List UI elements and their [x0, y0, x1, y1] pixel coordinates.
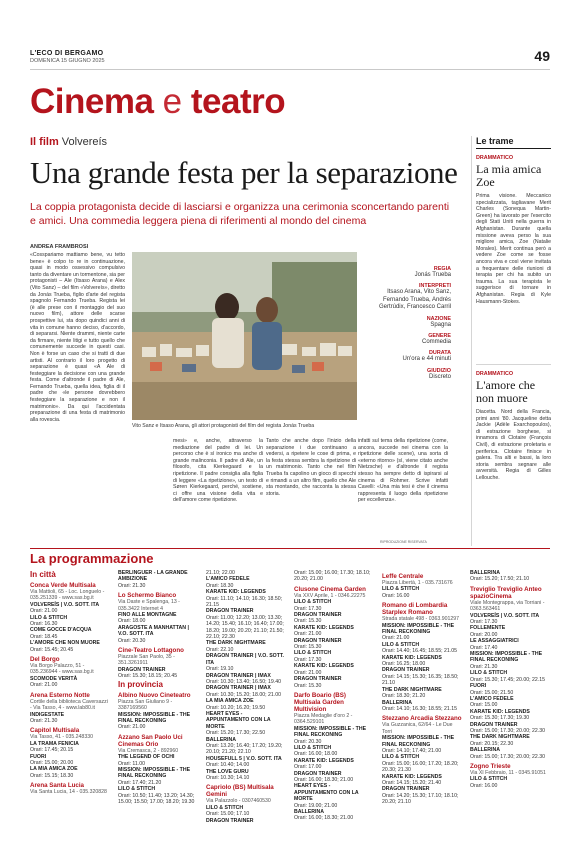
listings-column-5	[382, 570, 462, 842]
film-title: BALLERINA	[294, 809, 324, 815]
cinema-name: Treviglio Treviglio Anteo spazioCinema	[470, 585, 542, 600]
film-title: DRAGON TRAINER	[294, 612, 342, 619]
showtimes: Orari: 15.30	[294, 682, 322, 689]
film-title: VOLVEREÍS | V.O. SOTT. ITA	[470, 612, 540, 619]
cinema-address: Via XXV Aprile, 1 - 0346.22275	[294, 592, 366, 599]
showtimes: Orari: 15.00; 16.00; 17.30; 18.10; 20.20; 21.00	[294, 570, 371, 583]
showtimes: Orari: 21.00	[30, 682, 58, 689]
showtimes: Orari: 17.45; 20.15	[30, 747, 74, 754]
listing-region: In città	[30, 570, 56, 579]
cinema-address: Viale Montegrappa, via Torriani - 0363.563461	[470, 599, 545, 613]
showtimes: Orari: 15.30; 17.45; 20.00; 22.15	[470, 676, 545, 683]
cinema-name: Capriolo (BS) Multisala Gemini	[206, 784, 274, 799]
film-title: LILO & STITCH	[382, 641, 420, 648]
credit-label: GENERE	[428, 333, 451, 340]
showtimes: Orari: 17.30	[470, 619, 498, 626]
film-title: LILO & STITCH	[294, 599, 332, 606]
film-title: KARATE KID: LEGENDS	[294, 757, 354, 764]
film-title: DRAGON TRAINER | V.O. SOTT. ITA	[206, 653, 284, 666]
showtimes: 21.10; 22.00	[206, 570, 235, 576]
film-title: FOLLEMENTE	[470, 625, 506, 632]
showtimes: Orari: 11.10; 14.10; 16.30; 18.50; 21.15	[206, 595, 283, 609]
showtimes: Orari: 11.00	[118, 760, 146, 767]
film-title: KARATE KID: LEGENDS	[294, 663, 354, 670]
film-title: KARATE KID: LEGENDS	[382, 773, 442, 780]
article-column-3: Tanto che anche dopo l'inizio della separazione i due continuano a vedersi, a ripetere le cose di prima, e la festa stessa sembra la ripetizione di un matrimonio. Tanto che nel film Trueba fa capolino un gioco di specchi e rimandi a un altro film, quello che Ale sta montando, che racconta la stessa storia.	[266, 438, 356, 497]
cinema-address: Piazzale San Paolo, 35 - 351.3261911	[118, 654, 175, 667]
cinema-name: Romano di Lombardia Starplex Romano	[382, 602, 448, 617]
film-title: L'AMICO FEDELE	[470, 695, 514, 702]
credit-value: Discreto	[428, 373, 451, 380]
cinema-name: Stezzano Arcadia Stezzano	[382, 715, 462, 723]
listings-column-3	[206, 570, 286, 842]
credit-value: Un'ora e 44 minuti	[402, 356, 451, 363]
credit-label: GIUDIZIO	[427, 367, 451, 374]
credit-label: DURATA	[429, 350, 451, 357]
cinema-address: Piazza San Giuliano 9 - 3387169560	[118, 698, 173, 712]
film-title: MISSION: IMPOSSIBLE - THE FINAL RECKONING	[382, 622, 455, 636]
film-title: DRAGON TRAINER	[118, 666, 166, 673]
film-title: BALLERINA	[470, 747, 500, 754]
cinema-name: Conca Verde Multisala	[30, 582, 96, 589]
film-title: KARATE KID: LEGENDS	[294, 624, 354, 631]
listings-column-4	[294, 570, 374, 842]
film-title: COME GOCCE D'ACQUA	[30, 627, 92, 634]
film-title: THE LOVE GURU	[206, 768, 249, 775]
cinema-address: Via Cremasca, 2 - 892960	[118, 747, 179, 754]
showtimes: Orari: 21.00	[382, 635, 410, 642]
film-title: LA TRAMA FENICIA	[30, 740, 79, 747]
film-title: FINO ALLE MONTAGNE	[118, 612, 177, 619]
plot-body: Diacetta. Nord della Francia, primi anni '80. Jacqueline detta Jackie (Adèle Exarchopoulos), di estrazione borghese, si innamora di Clotaire (François Civil), di estrazione proletaria e periferica. Clotaire finisce in galera. Tra alti e bassi, la loro storia sembra segnare alle avversità. Regia di Gilles Lellouche.	[476, 409, 551, 481]
article-photo	[132, 252, 357, 420]
section-word-cinema: Cinema	[30, 82, 154, 121]
showtimes: Orari: 21.00	[294, 631, 322, 638]
cinema-name: Capitol Multisala	[30, 727, 80, 735]
showtimes: Orari: 18.30	[206, 582, 234, 589]
film-title: THE DARK NIGHTMARE	[382, 686, 442, 693]
showtimes: Orari: 16.00	[382, 592, 410, 599]
film-title: DRAGON TRAINER | IMAX	[206, 672, 271, 679]
film-title: LILO & STITCH	[118, 786, 156, 793]
showtimes: Orari: 17.40; 21.20	[118, 779, 162, 786]
showtimes: Orari: 18.00	[118, 618, 146, 625]
film-title: MISSION: IMPOSSIBLE - THE FINAL RECKONING	[382, 735, 455, 748]
showtimes: Orari: 21.00	[118, 724, 146, 731]
sidebar-heading: Le trame	[476, 136, 551, 149]
film-title: BALLERINA	[206, 736, 236, 743]
cinema-name: Zogno Trieste	[470, 762, 511, 770]
film-title: MISSION: IMPOSSIBLE - THE FINAL RECKONING	[118, 711, 191, 724]
plot-title: L'amore che non muore	[476, 378, 536, 405]
film-title: DRAGON TRAINER	[206, 817, 254, 824]
showtimes: Orari: 15.00; 16.00; 17.20; 18.20; 20.30; 21.30	[382, 760, 459, 774]
showtimes: Orari: 21.00	[30, 608, 58, 615]
film-title: LILO & STITCH	[382, 754, 420, 761]
article-byline: ANDREA FRAMBROSI	[30, 244, 89, 250]
film-title: HEART EYES - APPUNTAMENTO CON LA MORTE	[206, 710, 271, 730]
showtimes: Orari: 15.20; 17.30; 22.50	[206, 730, 266, 737]
credit-label: REGIA	[433, 266, 451, 272]
listing-region: In provincia	[118, 679, 163, 689]
showtimes: Orari: 16.00; 18.30; 21.00	[294, 776, 354, 783]
photo-caption: Vito Sanz e Itsaso Arana, gli attori protagonisti del film del regista Jonás Trueba	[132, 423, 315, 429]
showtimes: Orari: 15.00; 21.50	[470, 689, 514, 696]
film-title: LILO & STITCH	[470, 776, 508, 783]
showtimes: Orari: 17.30	[294, 605, 322, 612]
film-title: LILO & STITCH	[294, 744, 332, 751]
showtimes: Orari: 15.45; 20.45	[30, 646, 74, 653]
showtimes: Orari: 21.30	[470, 663, 498, 670]
showtimes: Orari: 20.15; 22.30	[470, 740, 514, 747]
plot-genre: DRAMMATICO	[476, 371, 514, 377]
film-title: THE LEGEND OF OCHI	[118, 754, 175, 761]
showtimes: Orari: 14.20; 15.30; 17.10; 18.10; 20.20; 21.10	[382, 792, 459, 806]
article-headline: Una grande festa per la separazione	[30, 155, 458, 190]
showtimes: Orari: 18.45	[30, 633, 58, 640]
cinema-name: Albino Nuovo Cineteatro	[118, 691, 191, 699]
masthead	[30, 50, 550, 70]
showtimes: Orari: 14.40; 16.45; 18.55; 21.05	[382, 648, 457, 655]
showtimes: Orari: 14.10; 16.30; 18.55; 21.15	[382, 705, 457, 712]
cinema-address: Via XI Febbraio, 11 - 0345.91051	[470, 769, 546, 776]
showtimes: Orari: 13.20; 16.40; 17.20; 19.20; 20.10; 21.20; 22.10	[206, 742, 283, 756]
kicker-tag: Il film	[30, 136, 59, 148]
film-title: DRAGON TRAINER	[470, 721, 518, 728]
film-title: BERLINGUER - LA GRANDE AMBIZIONE	[118, 570, 188, 583]
film-title: DRAGON TRAINER	[382, 667, 430, 674]
showtimes: Orari: 19.00; 21.00	[294, 802, 338, 809]
cinema-name: Azzano San Paolo Uci Cinemas Orio	[118, 733, 183, 748]
page-number: 49	[534, 48, 550, 64]
listings-column-2	[118, 570, 198, 842]
plot-title: La mia amica Zoe	[476, 162, 542, 189]
showtimes: Orari: 15.30	[294, 618, 322, 625]
showtimes: Orari: 10.20; 16.20; 19.50	[206, 704, 266, 711]
showtimes: Orari: 15.30	[294, 644, 322, 651]
film-title: BALLERINA	[382, 699, 412, 706]
showtimes: Orari: 15.00; 20.00	[30, 759, 74, 766]
plot-genre: DRAMMATICO	[476, 155, 514, 161]
article-column-2: mesi» e, anche, attraverso la mediazione del padre di lei. Un percorso che è sì ironico ma anche di grande malinconia. Il padre di Ale, un filosofo, cita Kierkegaard e la ripetizione. Il padre consiglia alla figlia di leggere «La ripetizione», un testo di Søren Kierkegaard, perché, sostiene, ci offre una visione della vita e dell'amore come ripetizione.	[173, 438, 263, 504]
film-title: FUORI	[470, 683, 487, 690]
film-title: LILO & STITCH	[30, 614, 68, 621]
kicker-film-title: Volvereís	[61, 136, 108, 148]
showtimes: Orari: 21.30	[30, 717, 58, 724]
film-title: LA MIA AMICA ZOE	[30, 766, 78, 773]
showtimes: Orari: 22.10	[206, 646, 234, 653]
cinema-name: Clusone Cinema Garden	[294, 585, 366, 593]
showtimes: Orari: 16.25; 18.00	[382, 661, 426, 668]
cinema-name: Lo Schermo Bianco	[118, 592, 177, 600]
credit-value: Itsaso Arana, Vito Sanz, Fernando Trueba, Andrés Gertrúdix, Francesco Carril	[378, 289, 451, 311]
credit-label: NAZIONE	[426, 315, 451, 322]
film-title: DRAGON TRAINER	[294, 770, 342, 777]
section-word-e: e	[162, 82, 182, 121]
cinema-address: Piazza Libertà, 1 - 035.731676	[382, 580, 453, 586]
showtimes: Orari: 16.30	[30, 621, 58, 628]
article-subhead: La coppia protagonista decide di lasciarsi e organizza una cerimonia sconcertando parenti e amici. Una commedia leggera piena di riferimenti al mondo del cinema	[30, 201, 450, 227]
cinema-address: Via Daste e Spalenga, 13 - 035.3422 Internet 4	[118, 599, 180, 612]
section-title	[30, 82, 285, 122]
listings-column-1	[30, 570, 110, 842]
showtimes: Orari: 14.15; 15.20; 21.40	[382, 779, 442, 786]
film-title: DRAGON TRAINER | IMAX	[206, 685, 271, 692]
showtimes: Orari: 10.30; 13.40; 16.50; 19.40	[206, 678, 281, 685]
showtimes: Orari: 15.30; 17.30; 19.30	[470, 715, 530, 722]
film-title: DRAGON TRAINER	[294, 637, 342, 644]
sidebar-divider	[476, 364, 551, 365]
film-title: KARATE KID: LEGENDS	[382, 654, 442, 661]
film-title: THE DARK NIGHTMARE	[206, 640, 266, 647]
film-title: KARATE KID: LEGENDS	[470, 708, 530, 715]
film-title: BALLERINA	[470, 570, 500, 576]
article-kicker	[30, 136, 107, 148]
issue-date: DOMENICA 15 GIUGNO 2025	[30, 58, 105, 64]
film-title: DRAGON TRAINER	[206, 608, 254, 615]
cinema-address: Via Guzzanica, 62/64 - Le Due Torri	[382, 722, 453, 735]
film-title: LILO & STITCH	[470, 670, 508, 677]
cinema-address: Via Palazzolo - 0307460530	[206, 798, 271, 805]
showtimes: Orari: 15.30; 18.15; 20.45	[118, 673, 178, 680]
article-column-4: infatti sul tema della ripetizione (come, ancora, succede nei cinema con la ripetizione delle scene), una sorta di «eterno ritorno» (sì, viene citato anche Nietzsche) e d'altronde il regista stesso ha sempre detto di ispirarsi al cinema di Rohmer. Scrive infatti Cavelli: «Una mia tesi è che il cinema rappresenta il luogo della ripetizione per eccellenza».	[358, 438, 448, 504]
credit-value: Commedia	[421, 339, 451, 346]
showtimes: Orari: 20.30	[118, 637, 146, 644]
cinema-address: Cortile della biblioteca Caversazzi - Via Tasso, 4 - www.lab80.it	[30, 698, 108, 712]
showtimes: Orari: 20.00	[470, 631, 498, 638]
cinema-name: Arena Santa Lucia	[30, 782, 84, 790]
showtimes: Orari: 20.30	[294, 738, 322, 745]
showtimes: Orari: 21.00	[294, 669, 322, 676]
cinema-address: Via Mattioli, 65 - Loc. Longuelo - 035.251339 - www.sas.bg.it	[30, 589, 105, 602]
copyright-note: RIPRODUZIONE RISERVATA	[380, 540, 427, 544]
film-title: INDIGESTATE	[30, 711, 65, 718]
cinema-name: Del Borgo	[30, 656, 60, 664]
showtimes: Orari: 10.50; 11.40; 13.20; 14.30; 15.00; 15.50; 17.00; 18.20; 19.30	[118, 792, 195, 805]
film-title: L'AMICO FEDELE	[206, 576, 250, 583]
programmazione-title: La programmazione	[30, 551, 154, 566]
showtimes: Orari: 15.00; 17.10	[206, 811, 250, 818]
showtimes: Orari: 14.10; 17.40; 21.00	[382, 747, 442, 754]
listings-column-6	[470, 570, 550, 842]
showtimes: Orari: 17.30	[294, 656, 322, 663]
film-title: MISSION: IMPOSSIBLE - THE FINAL RECKONING	[470, 651, 543, 664]
cinema-name: Darfo Boario (BS) Multisala Garden Multivision	[294, 691, 346, 713]
showtimes: Orari: 16.00; 18.00	[294, 751, 338, 758]
article-column-1: «Cosspariamo mattiamo bene, vu tetto bene» è colpo to re in continuazione, quasi in modo ossessivo compulsivo tanto da diventare un tormentone, sia per protagonisti – Ale (Itsaso Arana) e Alex (Vito Sanz) – del film «Volvereís», diretto da Jonás Trueba, figlio d'arte del regista spagnolo Fernando Trueba. Regista lei (è alle prese con il montaggio del suo nuovo film), attore delle scarse prospettive lui, sta dopo quindici anni di vita in comune hanno deciso, d'accordo, di separarsi. Niente drammi, niente carte da firmare, niente litigi e tutto quello che comunemente succede in questi casi. Non è forse un caso che si tratti di due artisti. Al contrario il loro progetto di separazione è quasi «A Ale di festeggiare la decisione con una grande festa. Come d'altronde il padre di Ale, Fernando Trueba, quella idea, figlia di il padre che «le persone dovrebbero festeggiare la separazione e non il matrimonio». Da qui l'accidentata preparazione di una festa di matrimonio alla rovescia.	[30, 252, 125, 423]
cinema-address: Via Santa Lucia, 14 - 035.320828	[30, 789, 107, 796]
film-title: LE ASSAGGIATRICI	[470, 638, 519, 645]
film-title: VOLVEREÍS | V.O. SOTT. ITA	[30, 601, 100, 608]
showtimes: Orari: 19.10	[206, 666, 234, 673]
film-title: DRAGON TRAINER	[294, 676, 342, 683]
showtimes: Orari: 10.40; 14.00	[206, 762, 250, 769]
film-title: KARATE KID: LEGENDS	[206, 589, 266, 596]
showtimes: Orari: 15.00	[470, 702, 498, 709]
credit-value: Spagna	[430, 321, 451, 328]
film-title: LA MIA AMICA ZOE	[206, 698, 254, 705]
cinema-name: Arena Esterno Notte	[30, 691, 90, 699]
film-title: MISSION: IMPOSSIBLE - THE FINAL RECKONING	[118, 766, 191, 780]
showtimes: Orari: 15.15; 18.30	[30, 772, 74, 779]
showtimes: Orari: 15.20; 17.50; 21.10	[470, 576, 530, 583]
film-title: DRAGON TRAINER	[382, 786, 430, 793]
plots-sidebar	[471, 136, 551, 546]
bookstall-photo-illustration	[132, 252, 357, 420]
cinema-address: Strada statale 498 - 0363.901297	[382, 616, 460, 623]
showtimes: Orari: 10.30; 15.20; 18.00; 21.00	[206, 691, 281, 698]
showtimes: Orari: 16.00	[470, 782, 498, 789]
showtimes: Orari: 15.00; 17.30; 20.00; 22.30	[470, 753, 545, 760]
cinema-name: Leffe Centrale	[382, 573, 424, 580]
film-title: FUORI	[30, 753, 47, 760]
film-title: HOUSEFULL 5 | V.O. SOTT. ITA	[206, 755, 282, 762]
paper-name: L'ECO DI BERGAMO	[30, 50, 104, 57]
film-title: MISSION: IMPOSSIBLE - THE FINAL RECKONING	[294, 725, 367, 739]
film-title: LILO & STITCH	[206, 804, 244, 811]
plot-body: Prima visione. Meccanico specializzata, tagliavane Merit Charles (Sonequa Martin-Green) ha lavorato per l'esercito degli Stati Uniti nella guerra in Afghanistan. Durante quella missione aveva perso la sua migliore amica, Zoe (Natalie Morales). Merit continua però a vedere Zoe come se fosse ancora viva e così viene invitata a frequentare delle riunioni di terapia per chi ha subito un trauma. La sua terapista le suggerisce di tornare in Afghanistan. Regia di Kyle Hausmann-Stokes.	[476, 193, 551, 305]
showtimes: Orari: 21.30	[118, 582, 146, 589]
cinema-address: Via Borgo Palazzo, 51 - 035.236944 - www.sas.bg.it	[30, 663, 94, 676]
showtimes: Orari: 17.40	[470, 644, 498, 651]
film-title: ARAGOSTE A MANHATTAN | V.O. SOTT. ITA	[118, 624, 189, 638]
showtimes: Orari: 16.00; 18.30; 21.00	[294, 815, 354, 822]
showtimes: Orari: 11.00; 12.20; 13.00; 13.30; 14.20; 15.40; 16.10; 16.40; 17.00; 18.20; 19.00; 20.20; 21.10; 21.50; 22.10; 22.30	[206, 614, 284, 641]
showtimes: Orari: 15.00; 17.30; 20.00; 22.30	[470, 727, 545, 734]
film-title: LILO & STITCH	[294, 650, 332, 657]
film-title: THE DARK NIGHTMARE	[470, 734, 530, 741]
cinema-name: Cine-Teatro Lottagono	[118, 647, 184, 655]
cinema-address: Piazza Medaglie d'oro 2 - 0364.529101	[294, 712, 353, 726]
cinema-address: Via Tasso, 41 - 035.248330	[30, 734, 93, 741]
showtimes: Orari: 17.00	[294, 764, 322, 771]
programmazione-header	[30, 548, 550, 568]
section-word-teatro: teatro	[190, 82, 286, 121]
credit-value: Jonás Trueba	[414, 272, 451, 278]
showtimes: Orari: 18.30; 21.20	[382, 693, 426, 700]
film-title: HEART EYES - APPUNTAMENTO CON LA MORTE	[294, 783, 359, 803]
film-title: LILO & STITCH	[382, 586, 420, 593]
film-title: SCOMODE VERITÀ	[30, 675, 78, 682]
showtimes: Orari: 10.30; 14.10	[206, 775, 250, 781]
credit-label: INTERPRETI	[418, 283, 451, 290]
showtimes: Orari: 14.15; 15.30; 16.35; 18.50; 21.10	[382, 673, 459, 687]
film-credits	[365, 262, 451, 381]
film-title: L'AMORE CHE NON MUORE	[30, 640, 100, 647]
